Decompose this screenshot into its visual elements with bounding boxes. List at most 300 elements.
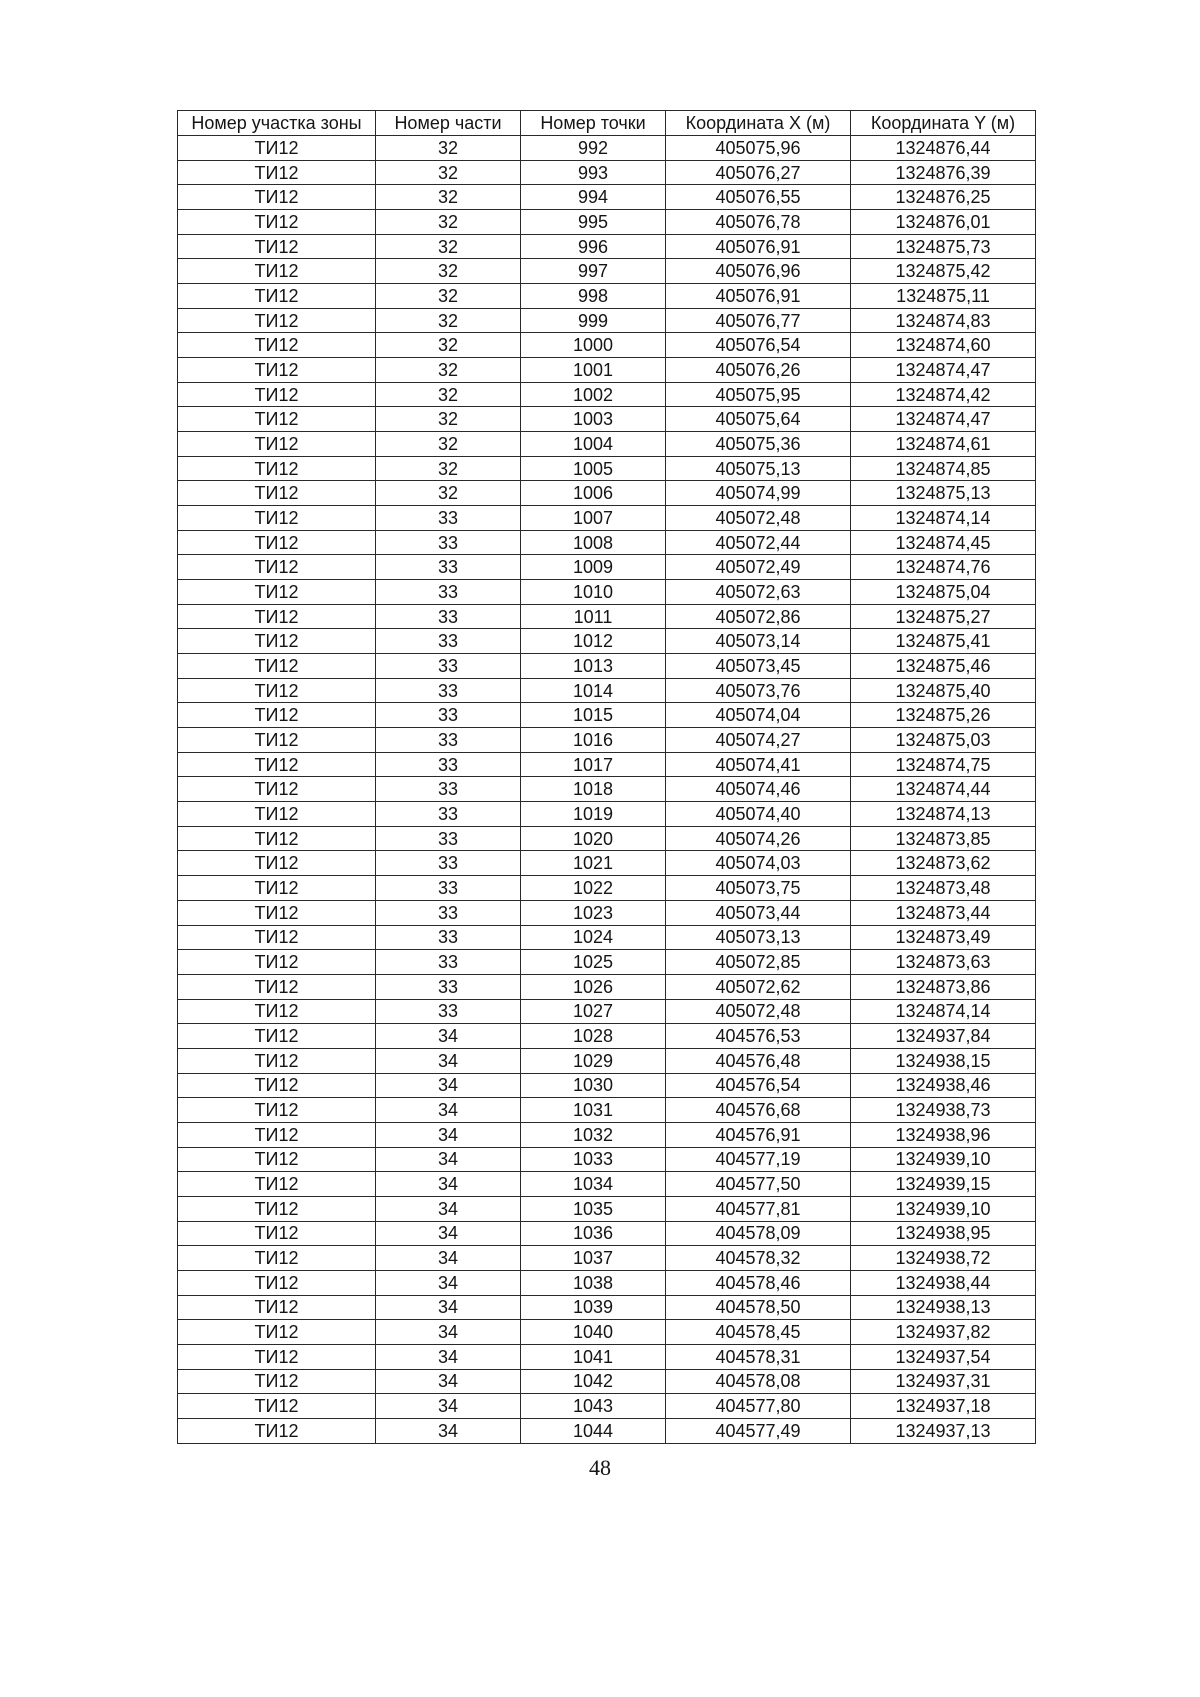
cell-zone-plot-number: ТИ12 — [178, 1172, 376, 1197]
cell-zone-plot-number: ТИ12 — [178, 407, 376, 432]
table-row — [178, 1394, 1036, 1419]
cell-zone-plot-number: ТИ12 — [178, 333, 376, 358]
cell-zone-plot-number: ТИ12 — [178, 1246, 376, 1271]
cell-part-number: 34 — [376, 1246, 521, 1271]
cell-point-number: 998 — [521, 284, 666, 309]
cell-coordinate-x: 405076,78 — [666, 210, 851, 235]
cell-coordinate-y: 1324938,72 — [851, 1246, 1036, 1271]
table-row — [178, 333, 1036, 358]
cell-point-number: 1029 — [521, 1048, 666, 1073]
cell-point-number: 1021 — [521, 851, 666, 876]
cell-zone-plot-number: ТИ12 — [178, 1394, 376, 1419]
table-row — [178, 210, 1036, 235]
table-row — [178, 876, 1036, 901]
cell-coordinate-x: 404578,08 — [666, 1369, 851, 1394]
cell-coordinate-x: 405075,64 — [666, 407, 851, 432]
table-row — [178, 1172, 1036, 1197]
cell-coordinate-x: 405072,86 — [666, 604, 851, 629]
cell-coordinate-y: 1324876,44 — [851, 136, 1036, 161]
cell-point-number: 1005 — [521, 456, 666, 481]
cell-coordinate-y: 1324874,47 — [851, 358, 1036, 383]
cell-part-number: 34 — [376, 1024, 521, 1049]
cell-point-number: 1014 — [521, 678, 666, 703]
cell-coordinate-y: 1324874,83 — [851, 308, 1036, 333]
cell-part-number: 32 — [376, 308, 521, 333]
cell-coordinate-x: 405072,48 — [666, 506, 851, 531]
cell-point-number: 1022 — [521, 876, 666, 901]
cell-point-number: 1034 — [521, 1172, 666, 1197]
cell-coordinate-x: 405073,13 — [666, 925, 851, 950]
cell-coordinate-y: 1324874,85 — [851, 456, 1036, 481]
cell-zone-plot-number: ТИ12 — [178, 1320, 376, 1345]
table-row — [178, 826, 1036, 851]
cell-coordinate-x: 404577,19 — [666, 1147, 851, 1172]
cell-zone-plot-number: ТИ12 — [178, 974, 376, 999]
cell-point-number: 1016 — [521, 728, 666, 753]
cell-part-number: 33 — [376, 678, 521, 703]
table-row — [178, 728, 1036, 753]
table-row — [178, 382, 1036, 407]
table-row — [178, 456, 1036, 481]
cell-point-number: 1028 — [521, 1024, 666, 1049]
cell-zone-plot-number: ТИ12 — [178, 654, 376, 679]
cell-coordinate-x: 404576,53 — [666, 1024, 851, 1049]
header-coordinate-y: Координата Y (м) — [851, 111, 1036, 136]
cell-point-number: 1010 — [521, 580, 666, 605]
table-row — [178, 604, 1036, 629]
cell-zone-plot-number: ТИ12 — [178, 136, 376, 161]
cell-coordinate-y: 1324876,01 — [851, 210, 1036, 235]
cell-coordinate-x: 404578,50 — [666, 1295, 851, 1320]
cell-point-number: 1006 — [521, 481, 666, 506]
cell-coordinate-x: 404578,46 — [666, 1270, 851, 1295]
cell-coordinate-y: 1324937,31 — [851, 1369, 1036, 1394]
cell-coordinate-x: 405073,76 — [666, 678, 851, 703]
cell-point-number: 994 — [521, 185, 666, 210]
cell-point-number: 995 — [521, 210, 666, 235]
table-row — [178, 999, 1036, 1024]
cell-coordinate-x: 405075,13 — [666, 456, 851, 481]
table-row — [178, 654, 1036, 679]
cell-coordinate-y: 1324874,13 — [851, 802, 1036, 827]
cell-part-number: 33 — [376, 826, 521, 851]
cell-zone-plot-number: ТИ12 — [178, 1073, 376, 1098]
cell-part-number: 34 — [376, 1394, 521, 1419]
cell-coordinate-x: 404578,45 — [666, 1320, 851, 1345]
cell-coordinate-y: 1324874,76 — [851, 555, 1036, 580]
cell-part-number: 33 — [376, 974, 521, 999]
cell-zone-plot-number: ТИ12 — [178, 432, 376, 457]
cell-part-number: 33 — [376, 950, 521, 975]
table-row — [178, 530, 1036, 555]
cell-coordinate-y: 1324876,25 — [851, 185, 1036, 210]
cell-zone-plot-number: ТИ12 — [178, 160, 376, 185]
cell-coordinate-y: 1324937,54 — [851, 1344, 1036, 1369]
cell-part-number: 32 — [376, 160, 521, 185]
table-row — [178, 1098, 1036, 1123]
cell-part-number: 33 — [376, 802, 521, 827]
cell-coordinate-x: 404576,68 — [666, 1098, 851, 1123]
cell-part-number: 32 — [376, 456, 521, 481]
cell-point-number: 1018 — [521, 777, 666, 802]
cell-coordinate-y: 1324875,42 — [851, 259, 1036, 284]
cell-zone-plot-number: ТИ12 — [178, 1147, 376, 1172]
cell-zone-plot-number: ТИ12 — [178, 876, 376, 901]
cell-zone-plot-number: ТИ12 — [178, 1196, 376, 1221]
cell-coordinate-x: 405074,03 — [666, 851, 851, 876]
cell-coordinate-x: 404577,50 — [666, 1172, 851, 1197]
cell-zone-plot-number: ТИ12 — [178, 580, 376, 605]
cell-zone-plot-number: ТИ12 — [178, 777, 376, 802]
cell-point-number: 1000 — [521, 333, 666, 358]
cell-zone-plot-number: ТИ12 — [178, 703, 376, 728]
cell-coordinate-y: 1324938,96 — [851, 1122, 1036, 1147]
cell-point-number: 1037 — [521, 1246, 666, 1271]
cell-coordinate-y: 1324938,13 — [851, 1295, 1036, 1320]
coordinates-table — [177, 110, 1036, 1444]
cell-point-number: 1008 — [521, 530, 666, 555]
cell-part-number: 34 — [376, 1048, 521, 1073]
cell-zone-plot-number: ТИ12 — [178, 308, 376, 333]
cell-point-number: 1027 — [521, 999, 666, 1024]
cell-coordinate-y: 1324875,41 — [851, 629, 1036, 654]
cell-coordinate-y: 1324875,73 — [851, 234, 1036, 259]
table-row — [178, 259, 1036, 284]
table-row — [178, 1344, 1036, 1369]
cell-coordinate-y: 1324873,48 — [851, 876, 1036, 901]
cell-point-number: 1013 — [521, 654, 666, 679]
cell-coordinate-y: 1324874,45 — [851, 530, 1036, 555]
cell-point-number: 1031 — [521, 1098, 666, 1123]
cell-point-number: 996 — [521, 234, 666, 259]
cell-coordinate-y: 1324873,85 — [851, 826, 1036, 851]
table-row — [178, 629, 1036, 654]
cell-point-number: 1041 — [521, 1344, 666, 1369]
cell-coordinate-y: 1324874,60 — [851, 333, 1036, 358]
cell-part-number: 33 — [376, 999, 521, 1024]
cell-part-number: 34 — [376, 1147, 521, 1172]
table-row — [178, 1073, 1036, 1098]
cell-zone-plot-number: ТИ12 — [178, 1098, 376, 1123]
cell-part-number: 34 — [376, 1073, 521, 1098]
cell-coordinate-x: 405074,26 — [666, 826, 851, 851]
page-number: 48 — [589, 1455, 611, 1480]
cell-point-number: 1011 — [521, 604, 666, 629]
table-row — [178, 481, 1036, 506]
table-row — [178, 234, 1036, 259]
cell-coordinate-x: 404577,81 — [666, 1196, 851, 1221]
cell-coordinate-y: 1324874,75 — [851, 752, 1036, 777]
cell-coordinate-x: 405075,36 — [666, 432, 851, 457]
cell-zone-plot-number: ТИ12 — [178, 900, 376, 925]
cell-point-number: 1025 — [521, 950, 666, 975]
cell-point-number: 1044 — [521, 1418, 666, 1443]
cell-zone-plot-number: ТИ12 — [178, 950, 376, 975]
cell-part-number: 33 — [376, 604, 521, 629]
cell-part-number: 34 — [376, 1196, 521, 1221]
cell-coordinate-y: 1324874,44 — [851, 777, 1036, 802]
table-row — [178, 1147, 1036, 1172]
cell-coordinate-y: 1324938,95 — [851, 1221, 1036, 1246]
cell-point-number: 993 — [521, 160, 666, 185]
cell-part-number: 33 — [376, 530, 521, 555]
cell-point-number: 1042 — [521, 1369, 666, 1394]
cell-zone-plot-number: ТИ12 — [178, 629, 376, 654]
cell-coordinate-y: 1324875,26 — [851, 703, 1036, 728]
cell-point-number: 1009 — [521, 555, 666, 580]
cell-part-number: 33 — [376, 506, 521, 531]
table-row — [178, 1048, 1036, 1073]
cell-coordinate-x: 404577,49 — [666, 1418, 851, 1443]
cell-point-number: 1040 — [521, 1320, 666, 1345]
cell-coordinate-y: 1324939,10 — [851, 1147, 1036, 1172]
cell-coordinate-y: 1324874,14 — [851, 999, 1036, 1024]
cell-coordinate-x: 405074,99 — [666, 481, 851, 506]
cell-coordinate-y: 1324874,42 — [851, 382, 1036, 407]
header-zone-plot-number: Номер участка зоны — [178, 111, 376, 136]
cell-point-number: 1012 — [521, 629, 666, 654]
cell-part-number: 33 — [376, 580, 521, 605]
cell-zone-plot-number: ТИ12 — [178, 382, 376, 407]
cell-zone-plot-number: ТИ12 — [178, 752, 376, 777]
table-row — [178, 284, 1036, 309]
cell-point-number: 1001 — [521, 358, 666, 383]
cell-coordinate-x: 405072,44 — [666, 530, 851, 555]
cell-part-number: 34 — [376, 1221, 521, 1246]
cell-point-number: 1003 — [521, 407, 666, 432]
table-row — [178, 555, 1036, 580]
cell-point-number: 1033 — [521, 1147, 666, 1172]
cell-coordinate-y: 1324875,03 — [851, 728, 1036, 753]
cell-coordinate-y: 1324939,15 — [851, 1172, 1036, 1197]
table-row — [178, 1122, 1036, 1147]
cell-point-number: 1039 — [521, 1295, 666, 1320]
cell-coordinate-x: 405076,77 — [666, 308, 851, 333]
cell-coordinate-x: 405073,14 — [666, 629, 851, 654]
cell-point-number: 992 — [521, 136, 666, 161]
cell-zone-plot-number: ТИ12 — [178, 851, 376, 876]
cell-part-number: 32 — [376, 185, 521, 210]
cell-part-number: 32 — [376, 382, 521, 407]
cell-point-number: 1030 — [521, 1073, 666, 1098]
cell-coordinate-x: 405073,44 — [666, 900, 851, 925]
cell-zone-plot-number: ТИ12 — [178, 530, 376, 555]
table-row — [178, 160, 1036, 185]
table-row — [178, 703, 1036, 728]
cell-coordinate-y: 1324874,47 — [851, 407, 1036, 432]
table-row — [178, 752, 1036, 777]
cell-coordinate-x: 405072,49 — [666, 555, 851, 580]
cell-coordinate-y: 1324874,61 — [851, 432, 1036, 457]
cell-part-number: 32 — [376, 358, 521, 383]
cell-coordinate-x: 405074,41 — [666, 752, 851, 777]
cell-point-number: 1002 — [521, 382, 666, 407]
cell-zone-plot-number: ТИ12 — [178, 1048, 376, 1073]
table-row — [178, 974, 1036, 999]
table-row — [178, 851, 1036, 876]
cell-coordinate-x: 404578,31 — [666, 1344, 851, 1369]
table-row — [178, 1295, 1036, 1320]
cell-zone-plot-number: ТИ12 — [178, 999, 376, 1024]
cell-coordinate-x: 405076,27 — [666, 160, 851, 185]
cell-part-number: 33 — [376, 851, 521, 876]
cell-coordinate-x: 404576,54 — [666, 1073, 851, 1098]
cell-part-number: 32 — [376, 432, 521, 457]
cell-part-number: 32 — [376, 210, 521, 235]
cell-coordinate-x: 405076,54 — [666, 333, 851, 358]
cell-zone-plot-number: ТИ12 — [178, 1270, 376, 1295]
cell-zone-plot-number: ТИ12 — [178, 728, 376, 753]
table-row — [178, 925, 1036, 950]
cell-coordinate-x: 405074,27 — [666, 728, 851, 753]
cell-coordinate-x: 405076,55 — [666, 185, 851, 210]
cell-zone-plot-number: ТИ12 — [178, 1344, 376, 1369]
table-row — [178, 1270, 1036, 1295]
cell-zone-plot-number: ТИ12 — [178, 678, 376, 703]
table-row — [178, 580, 1036, 605]
cell-part-number: 32 — [376, 259, 521, 284]
cell-coordinate-x: 405075,95 — [666, 382, 851, 407]
table-row — [178, 358, 1036, 383]
cell-coordinate-y: 1324873,86 — [851, 974, 1036, 999]
cell-coordinate-y: 1324875,13 — [851, 481, 1036, 506]
cell-point-number: 999 — [521, 308, 666, 333]
cell-coordinate-y: 1324875,27 — [851, 604, 1036, 629]
cell-coordinate-x: 404576,91 — [666, 1122, 851, 1147]
cell-point-number: 1004 — [521, 432, 666, 457]
table-row — [178, 1418, 1036, 1443]
cell-coordinate-y: 1324875,04 — [851, 580, 1036, 605]
cell-coordinate-x: 405072,63 — [666, 580, 851, 605]
cell-point-number: 1036 — [521, 1221, 666, 1246]
cell-zone-plot-number: ТИ12 — [178, 481, 376, 506]
cell-part-number: 33 — [376, 900, 521, 925]
cell-coordinate-x: 405076,26 — [666, 358, 851, 383]
cell-part-number: 33 — [376, 752, 521, 777]
cell-part-number: 32 — [376, 407, 521, 432]
cell-part-number: 34 — [376, 1270, 521, 1295]
cell-coordinate-x: 404577,80 — [666, 1394, 851, 1419]
header-row — [178, 111, 1036, 136]
cell-zone-plot-number: ТИ12 — [178, 1024, 376, 1049]
table-row — [178, 1246, 1036, 1271]
cell-point-number: 1019 — [521, 802, 666, 827]
cell-part-number: 33 — [376, 703, 521, 728]
table-row — [178, 802, 1036, 827]
cell-coordinate-x: 405073,45 — [666, 654, 851, 679]
cell-zone-plot-number: ТИ12 — [178, 234, 376, 259]
cell-coordinate-y: 1324938,46 — [851, 1073, 1036, 1098]
cell-part-number: 33 — [376, 629, 521, 654]
cell-coordinate-y: 1324937,82 — [851, 1320, 1036, 1345]
cell-zone-plot-number: ТИ12 — [178, 1369, 376, 1394]
table-row — [178, 1320, 1036, 1345]
header-point-number: Номер точки — [521, 111, 666, 136]
cell-zone-plot-number: ТИ12 — [178, 604, 376, 629]
cell-coordinate-y: 1324938,15 — [851, 1048, 1036, 1073]
cell-zone-plot-number: ТИ12 — [178, 210, 376, 235]
cell-coordinate-x: 405076,96 — [666, 259, 851, 284]
header-part-number: Номер части — [376, 111, 521, 136]
table-row — [178, 308, 1036, 333]
cell-part-number: 34 — [376, 1418, 521, 1443]
cell-coordinate-x: 404576,48 — [666, 1048, 851, 1073]
cell-part-number: 32 — [376, 234, 521, 259]
table-row — [178, 1196, 1036, 1221]
header-coordinate-x: Координата X (м) — [666, 111, 851, 136]
cell-part-number: 34 — [376, 1098, 521, 1123]
table-row — [178, 900, 1036, 925]
cell-coordinate-y: 1324876,39 — [851, 160, 1036, 185]
cell-zone-plot-number: ТИ12 — [178, 1295, 376, 1320]
cell-coordinate-y: 1324938,44 — [851, 1270, 1036, 1295]
cell-part-number: 34 — [376, 1344, 521, 1369]
cell-part-number: 32 — [376, 333, 521, 358]
cell-zone-plot-number: ТИ12 — [178, 925, 376, 950]
cell-coordinate-y: 1324937,84 — [851, 1024, 1036, 1049]
cell-part-number: 34 — [376, 1320, 521, 1345]
cell-point-number: 1026 — [521, 974, 666, 999]
cell-coordinate-x: 405076,91 — [666, 284, 851, 309]
cell-point-number: 1023 — [521, 900, 666, 925]
cell-coordinate-y: 1324937,13 — [851, 1418, 1036, 1443]
cell-coordinate-y: 1324875,46 — [851, 654, 1036, 679]
cell-coordinate-y: 1324875,11 — [851, 284, 1036, 309]
table-row — [178, 432, 1036, 457]
cell-part-number: 33 — [376, 728, 521, 753]
cell-point-number: 1032 — [521, 1122, 666, 1147]
cell-point-number: 1017 — [521, 752, 666, 777]
cell-point-number: 1038 — [521, 1270, 666, 1295]
table-row — [178, 777, 1036, 802]
cell-zone-plot-number: ТИ12 — [178, 1122, 376, 1147]
cell-part-number: 33 — [376, 876, 521, 901]
cell-zone-plot-number: ТИ12 — [178, 185, 376, 210]
table-row — [178, 1024, 1036, 1049]
cell-point-number: 1043 — [521, 1394, 666, 1419]
cell-coordinate-x: 405074,04 — [666, 703, 851, 728]
cell-coordinate-x: 404578,32 — [666, 1246, 851, 1271]
cell-coordinate-y: 1324937,18 — [851, 1394, 1036, 1419]
cell-zone-plot-number: ТИ12 — [178, 1418, 376, 1443]
cell-coordinate-x: 404578,09 — [666, 1221, 851, 1246]
cell-zone-plot-number: ТИ12 — [178, 506, 376, 531]
cell-part-number: 32 — [376, 284, 521, 309]
cell-zone-plot-number: ТИ12 — [178, 358, 376, 383]
cell-point-number: 1035 — [521, 1196, 666, 1221]
cell-coordinate-y: 1324874,14 — [851, 506, 1036, 531]
cell-coordinate-x: 405075,96 — [666, 136, 851, 161]
cell-coordinate-x: 405074,40 — [666, 802, 851, 827]
cell-part-number: 34 — [376, 1122, 521, 1147]
cell-coordinate-y: 1324875,40 — [851, 678, 1036, 703]
table-body — [178, 136, 1036, 1444]
cell-zone-plot-number: ТИ12 — [178, 284, 376, 309]
cell-part-number: 33 — [376, 777, 521, 802]
cell-part-number: 34 — [376, 1172, 521, 1197]
cell-coordinate-x: 405072,48 — [666, 999, 851, 1024]
table-row — [178, 1221, 1036, 1246]
cell-coordinate-x: 405072,85 — [666, 950, 851, 975]
cell-point-number: 997 — [521, 259, 666, 284]
cell-coordinate-x: 405073,75 — [666, 876, 851, 901]
cell-zone-plot-number: ТИ12 — [178, 259, 376, 284]
cell-coordinate-y: 1324873,63 — [851, 950, 1036, 975]
cell-coordinate-x: 405072,62 — [666, 974, 851, 999]
cell-point-number: 1024 — [521, 925, 666, 950]
cell-coordinate-x: 405076,91 — [666, 234, 851, 259]
cell-part-number: 34 — [376, 1369, 521, 1394]
